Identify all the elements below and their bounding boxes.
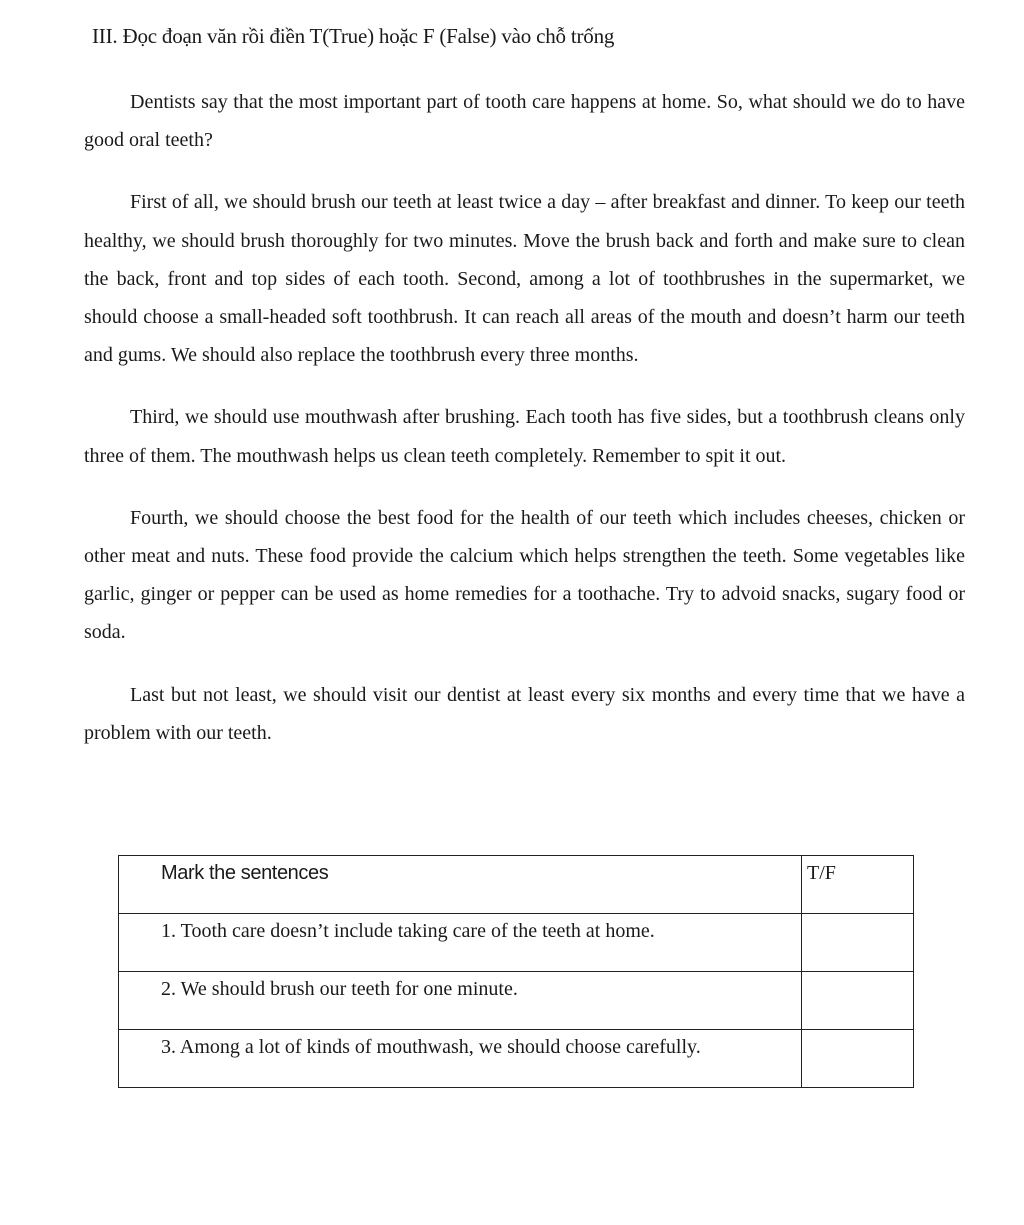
paragraph-food: Fourth, we should choose the best food for the health of our teeth which includes cheeses, chicken or other meat and nuts. These food provide the calcium which helps strengthen the teeth. Some vegetables like garlic, ginger or pepper can be used as home remedies for a toothache. Try to advoid snacks, sugary food or soda. [84,506,965,644]
table-header-row [119,856,914,914]
table-row [119,972,914,1030]
paragraph-mouthwash: Third, we should use mouthwash after brushing. Each tooth has five sides, but a toothbrush cleans only three of them. The mouthwash helps us clean teeth completely. Remember to spit it out. [84,406,965,467]
true-false-table [118,855,914,1088]
answer-cell[interactable] [802,1030,914,1088]
reading-passage [84,83,965,776]
paragraph-intro: Dentists say that the most important part of tooth care happens at home. So, what should we do to have good oral teeth? [84,91,965,152]
header-tf: T/F [802,856,914,914]
header-sentences: Mark the sentences [119,856,802,914]
table-row [119,1030,914,1088]
sentence-cell: 3. Among a lot of kinds of mouthwash, we should choose carefully. [119,1030,802,1088]
sentence-cell: 1. Tooth care doesn’t include taking care of the teeth at home. [119,914,802,972]
sentence-cell: 2. We should brush our teeth for one minute. [119,972,802,1030]
paragraph-dentist: Last but not least, we should visit our dentist at least every six months and every time that we have a problem with our teeth. [84,683,965,744]
exercise-heading: III. Đọc đoạn văn rồi điền T(True) hoặc F (False) vào chỗ trống [92,24,615,48]
answer-cell[interactable] [802,972,914,1030]
paragraph-brushing: First of all, we should brush our teeth at least twice a day – after breakfast and dinner. To keep our teeth healthy, we should brush thoroughly for two minutes. Move the brush back and forth and make sure to clean the back, front and top sides of each tooth. Second, among a lot of toothbrushes in the supermarket, we should choose a small-headed soft toothbrush. It can reach all areas of the mouth and doesn’t harm our teeth and gums. We should also replace the toothbrush every three months. [84,191,965,367]
table-row [119,914,914,972]
answer-cell[interactable] [802,914,914,972]
